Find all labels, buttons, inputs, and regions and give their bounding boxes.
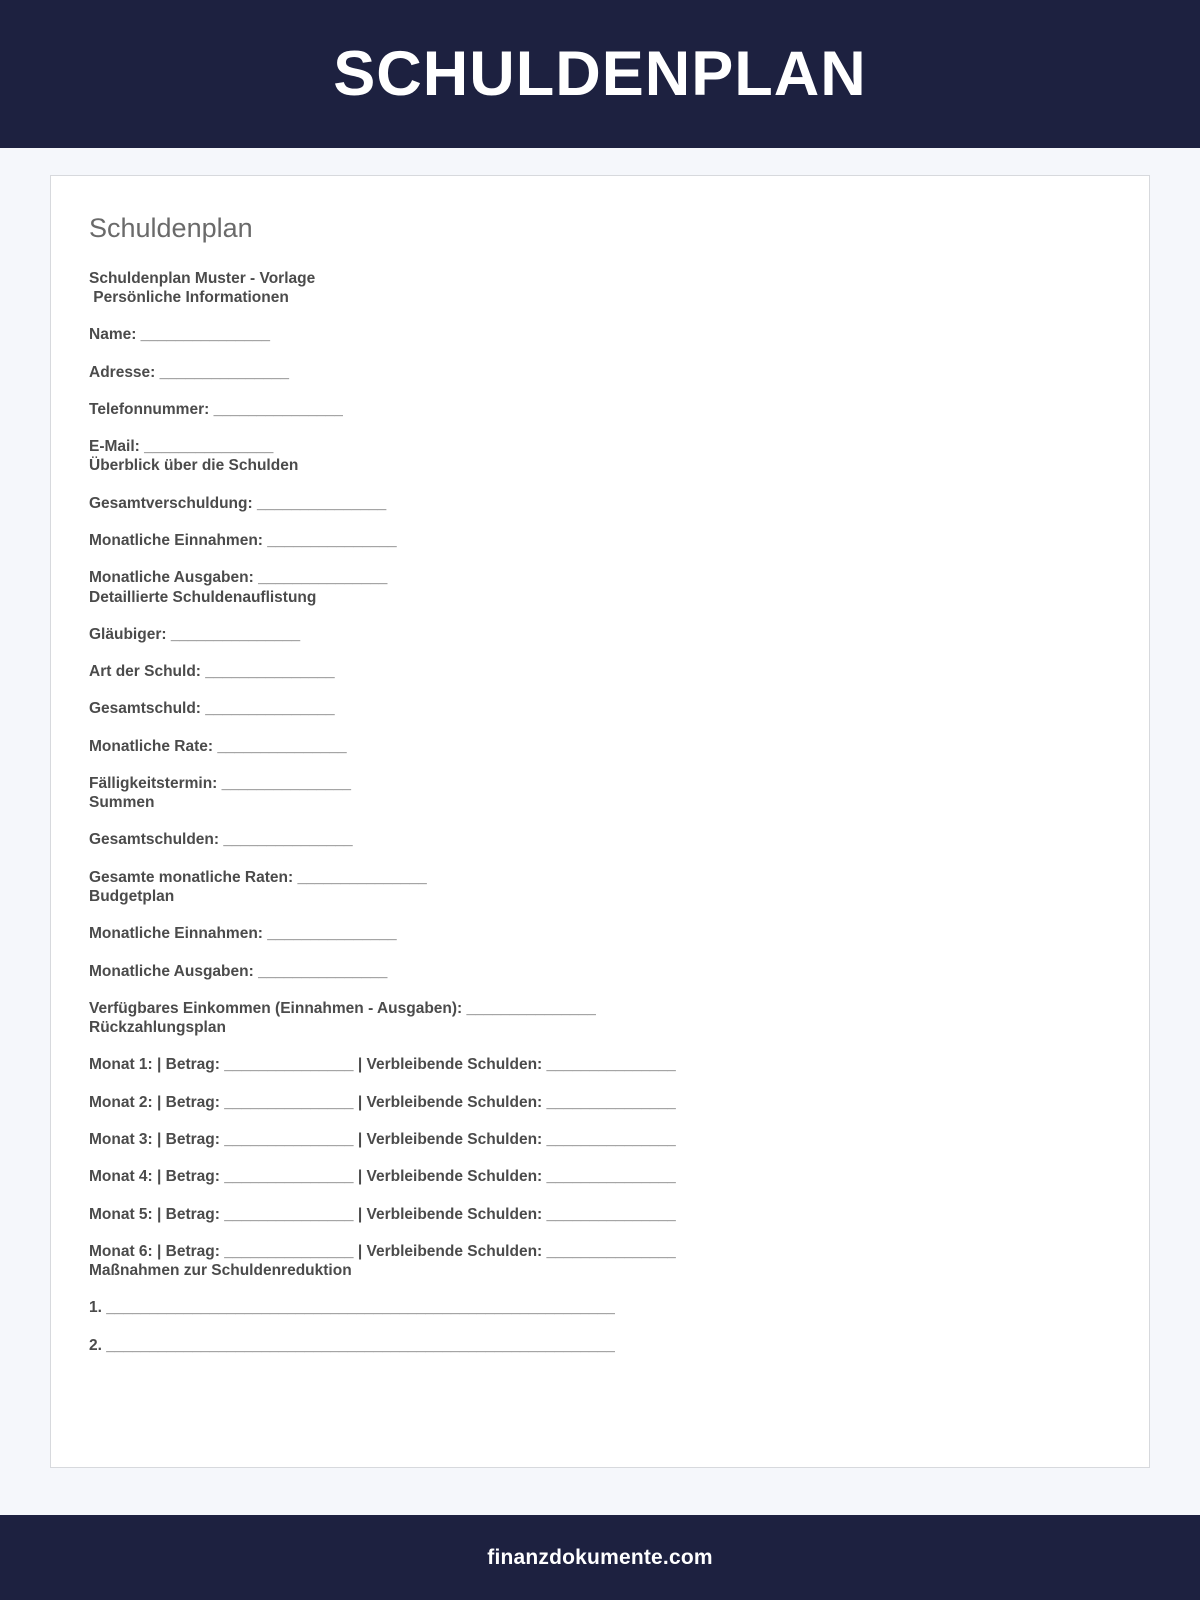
section-heading: Persönliche Informationen: [89, 288, 289, 306]
document-card: [50, 175, 1150, 1468]
form-field-line[interactable]: Adresse: _______________: [89, 363, 289, 381]
form-field-line[interactable]: Monatliche Ausgaben: _______________: [89, 962, 388, 980]
form-field-line[interactable]: Monatliche Einnahmen: _______________: [89, 925, 397, 943]
form-field-line[interactable]: 2. ___________________________________________________________: [89, 1336, 615, 1354]
document-body: [89, 270, 1109, 1355]
form-field-line[interactable]: Gesamte monatliche Raten: _______________: [89, 868, 427, 886]
form-field-line[interactable]: Monat 6: | Betrag: _______________ | Verbleibende Schulden: _______________: [89, 1242, 676, 1260]
form-field-line[interactable]: Monatliche Ausgaben: _______________: [89, 569, 388, 587]
form-field-line[interactable]: Monat 3: | Betrag: _______________ | Verbleibende Schulden: _______________: [89, 1131, 676, 1148]
form-field-line[interactable]: Monat 2: | Betrag: _______________ | Verbleibende Schulden: _______________: [89, 1093, 676, 1111]
page-banner: [0, 0, 1200, 148]
form-field-line[interactable]: 1. ___________________________________________________________: [89, 1299, 615, 1317]
form-field-line[interactable]: Monat 4: | Betrag: _______________ | Verbleibende Schulden: _______________: [89, 1168, 676, 1186]
form-field-line[interactable]: Monat 1: | Betrag: _______________ | Verbleibende Schulden: _______________: [89, 1056, 676, 1074]
form-field-line[interactable]: Gesamtverschuldung: _______________: [89, 494, 387, 512]
section-heading: Rückzahlungsplan: [89, 1019, 226, 1037]
form-field-line[interactable]: Monatliche Rate: _______________: [89, 737, 347, 755]
form-field-line[interactable]: Monatliche Einnahmen: _______________: [89, 531, 397, 549]
section-heading: Detaillierte Schuldenauflistung: [89, 588, 317, 606]
form-field-line[interactable]: Monat 5: | Betrag: _______________ | Verbleibende Schulden: _______________: [89, 1205, 676, 1223]
form-field-line[interactable]: Telefonnummer: _______________: [89, 400, 343, 418]
form-field-line[interactable]: Gesamtschuld: _______________: [89, 700, 335, 718]
footer-site-name: finanzdokumente.com: [487, 1545, 713, 1569]
form-field-line[interactable]: E-Mail: _______________: [89, 438, 274, 456]
section-heading: Budgetplan: [89, 888, 175, 906]
document-title: Schuldenplan: [89, 213, 253, 243]
form-field-line[interactable]: Fälligkeitstermin: _______________: [89, 774, 351, 792]
banner-title: SCHULDENPLAN: [333, 38, 867, 109]
section-heading: Maßnahmen zur Schuldenreduktion: [89, 1262, 352, 1280]
form-field-line[interactable]: Gesamtschulden: _______________: [89, 831, 353, 849]
card-container: [0, 148, 1200, 1515]
page-footer: [0, 1515, 1200, 1600]
form-field-line[interactable]: Gläubiger: _______________: [89, 625, 301, 643]
document-subtitle: Schuldenplan Muster - Vorlage: [89, 269, 316, 287]
form-field-line[interactable]: Art der Schuld: _______________: [89, 663, 335, 681]
form-field-line[interactable]: Verfügbares Einkommen (Einnahmen - Ausgaben): _______________: [89, 999, 596, 1017]
form-field-line[interactable]: Name: _______________: [89, 326, 270, 344]
section-heading: Überblick über die Schulden: [89, 457, 299, 475]
section-heading: Summen: [89, 794, 155, 812]
